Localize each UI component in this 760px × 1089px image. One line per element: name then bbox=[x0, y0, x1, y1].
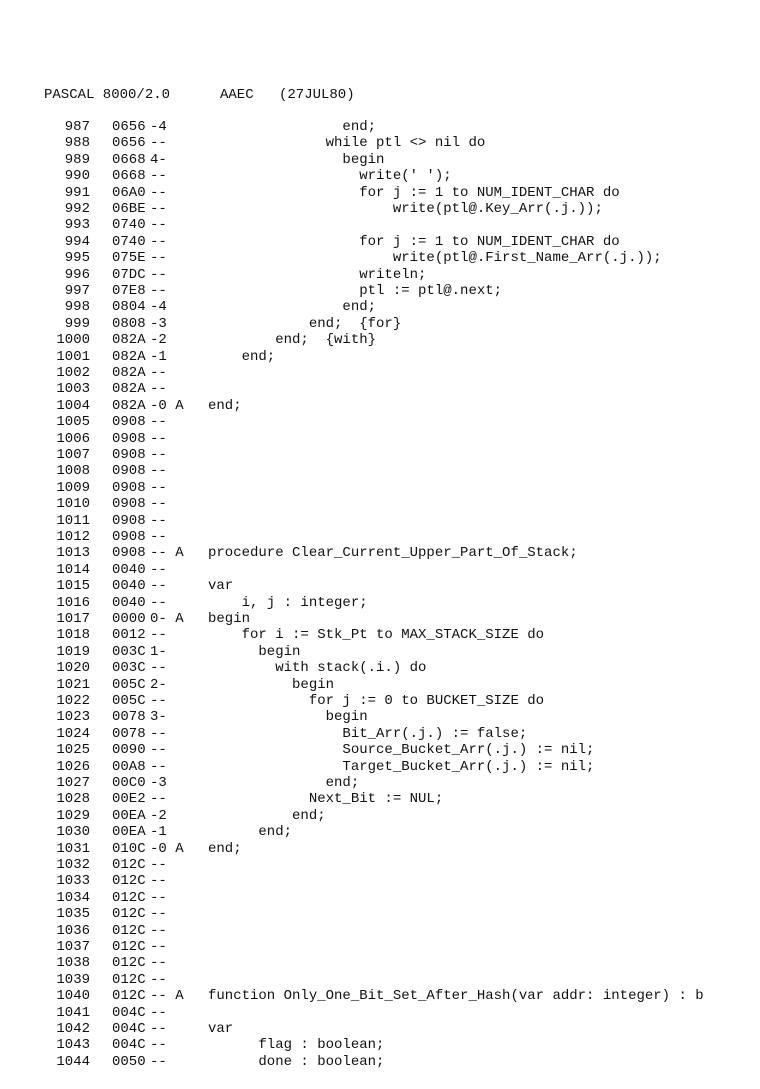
line-number: 996 bbox=[64, 266, 90, 283]
nesting-level: -- bbox=[150, 233, 167, 250]
address: 004C bbox=[112, 1004, 146, 1021]
address: 003C bbox=[112, 660, 146, 677]
line-number: 1013 bbox=[56, 545, 90, 562]
address: 0740 bbox=[112, 233, 146, 250]
nesting-level: -- bbox=[150, 725, 167, 742]
address: 010C bbox=[112, 840, 146, 857]
source-code: flag : boolean; bbox=[208, 1037, 385, 1054]
nesting-level: -- bbox=[150, 479, 167, 496]
line-number: 1019 bbox=[56, 643, 90, 660]
source-code: begin bbox=[208, 643, 301, 660]
source-code: write(ptl@.First_Name_Arr(.j.)); bbox=[208, 250, 662, 267]
nesting-level: -- bbox=[150, 529, 167, 545]
source-code: function Only_One_Bit_Set_After_Hash(var addr: integer) : b bbox=[208, 988, 704, 1005]
nesting-level: -4 bbox=[150, 119, 167, 135]
nesting-level: -- bbox=[150, 660, 167, 677]
line-number: 1021 bbox=[56, 676, 90, 693]
line-number: 1003 bbox=[56, 381, 90, 398]
source-code: i, j : integer; bbox=[208, 594, 368, 611]
line-number: 1032 bbox=[56, 857, 90, 873]
address: 0908 bbox=[112, 512, 146, 529]
nesting-level: -- bbox=[150, 889, 167, 906]
line-number: 1017 bbox=[56, 611, 90, 627]
line-number: 992 bbox=[64, 201, 90, 217]
address: 07DC bbox=[112, 266, 146, 283]
line-number: 997 bbox=[64, 283, 90, 299]
nesting-level: -- bbox=[150, 1037, 167, 1054]
source-code: begin bbox=[208, 611, 251, 627]
source-code: ptl := ptl@.next; bbox=[208, 283, 503, 299]
nesting-level: -- bbox=[150, 971, 167, 988]
address: 082A bbox=[112, 365, 146, 381]
site-code: AAEC bbox=[220, 87, 254, 103]
nesting-level: -- bbox=[150, 922, 167, 939]
source-code: end; bbox=[208, 840, 242, 857]
nesting-level: -- bbox=[150, 955, 167, 972]
line-number: 1000 bbox=[56, 332, 90, 349]
source-code: begin bbox=[208, 709, 368, 726]
nesting-level: -- bbox=[150, 578, 167, 595]
line-number: 1031 bbox=[56, 840, 90, 857]
address: 0740 bbox=[112, 217, 146, 234]
nesting-level: -- bbox=[150, 184, 167, 201]
address: 003C bbox=[112, 643, 146, 660]
nesting-level: -- bbox=[150, 1021, 167, 1037]
line-number: 989 bbox=[64, 151, 90, 168]
address: 005C bbox=[112, 676, 146, 693]
nesting-level: -1 bbox=[150, 348, 167, 365]
address: 082A bbox=[112, 381, 146, 398]
nesting-level: -- bbox=[150, 496, 167, 513]
line-number: 1004 bbox=[56, 397, 90, 414]
nesting-level: -- bbox=[150, 627, 167, 644]
nesting-level: -- bbox=[150, 201, 167, 217]
source-code: writeln; bbox=[208, 266, 427, 283]
nesting-level: -- bbox=[150, 463, 167, 480]
source-code: Source_Bucket_Arr(.j.) := nil; bbox=[208, 742, 595, 759]
address: 0804 bbox=[112, 299, 146, 316]
address: 00EA bbox=[112, 807, 146, 824]
address: 012C bbox=[112, 857, 146, 873]
nesting-level: -- bbox=[150, 758, 167, 775]
address: 082A bbox=[112, 332, 146, 349]
line-number: 1037 bbox=[56, 939, 90, 955]
source-code: for i := Stk_Pt to MAX_STACK_SIZE do bbox=[208, 627, 545, 644]
line-number: 1007 bbox=[56, 447, 90, 463]
source-code: end; bbox=[208, 824, 293, 841]
source-code: begin bbox=[208, 151, 385, 168]
line-number: 1044 bbox=[56, 1053, 90, 1070]
nesting-level: -- bbox=[150, 168, 167, 185]
source-code: for j := 0 to BUCKET_SIZE do bbox=[208, 693, 545, 709]
address: 00EA bbox=[112, 824, 146, 841]
nesting-level: -- bbox=[150, 906, 167, 923]
nesting-level: -- bbox=[150, 693, 167, 709]
nesting-level: 2- bbox=[150, 676, 167, 693]
source-code: var bbox=[208, 1021, 234, 1037]
source-code: end; bbox=[208, 775, 360, 791]
address: 00E2 bbox=[112, 791, 146, 808]
source-code: begin bbox=[208, 676, 335, 693]
nesting-level: -- bbox=[150, 857, 167, 873]
source-code: done : boolean; bbox=[208, 1053, 385, 1070]
nesting-level: -3 bbox=[150, 775, 167, 791]
nesting-level: -- bbox=[150, 561, 167, 578]
address: 0668 bbox=[112, 151, 146, 168]
source-code: procedure Clear_Current_Upper_Part_Of_Stack; bbox=[208, 545, 578, 562]
address: 00A8 bbox=[112, 758, 146, 775]
address: 0656 bbox=[112, 119, 146, 135]
source-code: while ptl <> nil do bbox=[208, 135, 486, 152]
source-code: var bbox=[208, 578, 234, 595]
line-number: 994 bbox=[64, 233, 90, 250]
line-number: 991 bbox=[64, 184, 90, 201]
line-number: 1009 bbox=[56, 479, 90, 496]
nesting-level: -0 A bbox=[150, 840, 184, 857]
line-number: 1025 bbox=[56, 742, 90, 759]
nesting-level: 1- bbox=[150, 643, 167, 660]
nesting-level: -- bbox=[150, 1004, 167, 1021]
nesting-level: -4 bbox=[150, 299, 167, 316]
address: 0908 bbox=[112, 496, 146, 513]
nesting-level: -- bbox=[150, 135, 167, 152]
compiler-version: PASCAL 8000/2.0 bbox=[44, 87, 171, 103]
line-number: 1018 bbox=[56, 627, 90, 644]
nesting-level: -- bbox=[150, 447, 167, 463]
address: 0000 bbox=[112, 611, 146, 627]
address: 0908 bbox=[112, 479, 146, 496]
source-code: end; bbox=[208, 299, 377, 316]
source-code: Bit_Arr(.j.) := false; bbox=[208, 725, 528, 742]
nesting-level: -- bbox=[150, 217, 167, 234]
address: 012C bbox=[112, 889, 146, 906]
source-code: end; {for} bbox=[208, 315, 402, 332]
line-number: 1038 bbox=[56, 955, 90, 972]
line-number: 1024 bbox=[56, 725, 90, 742]
nesting-level: -2 bbox=[150, 807, 167, 824]
line-number: 1010 bbox=[56, 496, 90, 513]
line-number: 1029 bbox=[56, 807, 90, 824]
listing-header bbox=[44, 86, 355, 104]
line-number: 1027 bbox=[56, 775, 90, 791]
line-number: 1015 bbox=[56, 578, 90, 595]
line-number: 1026 bbox=[56, 758, 90, 775]
nesting-level: -- bbox=[150, 512, 167, 529]
address: 005C bbox=[112, 693, 146, 709]
address: 004C bbox=[112, 1037, 146, 1054]
line-number: 1035 bbox=[56, 906, 90, 923]
address: 012C bbox=[112, 939, 146, 955]
line-number: 987 bbox=[64, 119, 90, 135]
line-number: 1030 bbox=[56, 824, 90, 841]
address: 0908 bbox=[112, 430, 146, 447]
address: 0908 bbox=[112, 529, 146, 545]
address: 012C bbox=[112, 906, 146, 923]
nesting-level: -- A bbox=[150, 988, 184, 1005]
address: 075E bbox=[112, 250, 146, 267]
address: 004C bbox=[112, 1021, 146, 1037]
address: 0908 bbox=[112, 414, 146, 431]
source-code: write(ptl@.Key_Arr(.j.)); bbox=[208, 201, 603, 217]
address: 012C bbox=[112, 971, 146, 988]
line-number: 1014 bbox=[56, 561, 90, 578]
line-number: 1005 bbox=[56, 414, 90, 431]
line-number: 1016 bbox=[56, 594, 90, 611]
address: 0012 bbox=[112, 627, 146, 644]
nesting-level: -- bbox=[150, 430, 167, 447]
nesting-level: -- bbox=[150, 365, 167, 381]
nesting-level: -0 A bbox=[150, 397, 184, 414]
line-number: 1011 bbox=[56, 512, 90, 529]
compile-date: (27JUL80) bbox=[279, 87, 355, 103]
address: 0078 bbox=[112, 709, 146, 726]
address: 082A bbox=[112, 397, 146, 414]
address: 0050 bbox=[112, 1053, 146, 1070]
line-number: 1022 bbox=[56, 693, 90, 709]
nesting-level: -1 bbox=[150, 824, 167, 841]
address: 0908 bbox=[112, 447, 146, 463]
line-number: 1028 bbox=[56, 791, 90, 808]
address: 0656 bbox=[112, 135, 146, 152]
nesting-level: -3 bbox=[150, 315, 167, 332]
nesting-level: -- bbox=[150, 266, 167, 283]
nesting-level: -- bbox=[150, 939, 167, 955]
address: 012C bbox=[112, 922, 146, 939]
address: 07E8 bbox=[112, 283, 146, 299]
address: 012C bbox=[112, 955, 146, 972]
address: 0908 bbox=[112, 463, 146, 480]
address: 0078 bbox=[112, 725, 146, 742]
nesting-level: -- bbox=[150, 791, 167, 808]
nesting-level: -- bbox=[150, 1053, 167, 1070]
address: 012C bbox=[112, 988, 146, 1005]
nesting-level: -- bbox=[150, 742, 167, 759]
source-code: end; bbox=[208, 397, 242, 414]
nesting-level: -- A bbox=[150, 545, 184, 562]
line-number: 998 bbox=[64, 299, 90, 316]
source-code: write(' '); bbox=[208, 168, 452, 185]
line-number: 1020 bbox=[56, 660, 90, 677]
line-number: 1023 bbox=[56, 709, 90, 726]
address: 0808 bbox=[112, 315, 146, 332]
nesting-level: -2 bbox=[150, 332, 167, 349]
line-number: 1008 bbox=[56, 463, 90, 480]
address: 0040 bbox=[112, 561, 146, 578]
source-code: end; bbox=[208, 807, 326, 824]
line-number: 1043 bbox=[56, 1037, 90, 1054]
source-code: end; bbox=[208, 348, 276, 365]
line-number: 993 bbox=[64, 217, 90, 234]
line-number: 1006 bbox=[56, 430, 90, 447]
address: 00C0 bbox=[112, 775, 146, 791]
line-number: 1039 bbox=[56, 971, 90, 988]
nesting-level: 3- bbox=[150, 709, 167, 726]
source-code: for j := 1 to NUM_IDENT_CHAR do bbox=[208, 233, 620, 250]
line-number: 1033 bbox=[56, 873, 90, 890]
line-number: 1034 bbox=[56, 889, 90, 906]
line-number: 1002 bbox=[56, 365, 90, 381]
line-number: 1040 bbox=[56, 988, 90, 1005]
line-number: 1042 bbox=[56, 1021, 90, 1037]
address: 0040 bbox=[112, 578, 146, 595]
source-code: end; bbox=[208, 119, 377, 135]
address: 0090 bbox=[112, 742, 146, 759]
source-code: with stack(.i.) do bbox=[208, 660, 427, 677]
source-code: Target_Bucket_Arr(.j.) := nil; bbox=[208, 758, 595, 775]
nesting-level: -- bbox=[150, 594, 167, 611]
line-number: 988 bbox=[64, 135, 90, 152]
nesting-level: -- bbox=[150, 381, 167, 398]
address: 012C bbox=[112, 873, 146, 890]
line-number: 995 bbox=[64, 250, 90, 267]
line-number: 1001 bbox=[56, 348, 90, 365]
address: 082A bbox=[112, 348, 146, 365]
address: 06BE bbox=[112, 201, 146, 217]
line-number: 990 bbox=[64, 168, 90, 185]
line-number: 1012 bbox=[56, 529, 90, 545]
address: 06A0 bbox=[112, 184, 146, 201]
nesting-level: -- bbox=[150, 283, 167, 299]
line-number: 999 bbox=[64, 315, 90, 332]
source-code: Next_Bit := NUL; bbox=[208, 791, 444, 808]
address: 0668 bbox=[112, 168, 146, 185]
line-number: 1041 bbox=[56, 1004, 90, 1021]
source-code: end; {with} bbox=[208, 332, 377, 349]
address: 0908 bbox=[112, 545, 146, 562]
nesting-level: -- bbox=[150, 250, 167, 267]
line-number: 1036 bbox=[56, 922, 90, 939]
nesting-level: 0- A bbox=[150, 611, 184, 627]
nesting-level: -- bbox=[150, 414, 167, 431]
source-code: for j := 1 to NUM_IDENT_CHAR do bbox=[208, 184, 620, 201]
nesting-level: 4- bbox=[150, 151, 167, 168]
nesting-level: -- bbox=[150, 873, 167, 890]
address: 0040 bbox=[112, 594, 146, 611]
